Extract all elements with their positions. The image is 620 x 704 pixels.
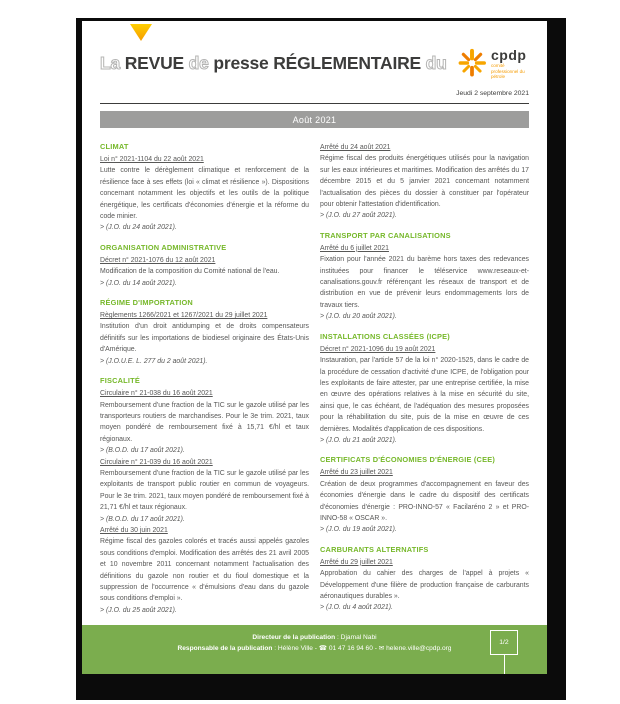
topic-section: [100, 376, 309, 616]
director-name: : Djamal Nabi: [335, 634, 377, 641]
topic-section: [320, 455, 529, 535]
entry-summary: Modification de la composition du Comité national de l'eau.: [100, 268, 280, 276]
entry-reference: Arrêté du 24 août 2021: [320, 144, 391, 151]
topic-section: [320, 142, 529, 222]
section-heading: FISCALITÉ: [100, 376, 140, 386]
entry-summary: Régime fiscal des produits énergétiques utilisés pour la navigation sur les eaux intérieures et maritimes. Modification des arrêtés du 17 décembre 2015 et du 5 janvier 2021 concernant notamment l'actualisation des pièces du dossier à constituer par l'opérateur pour obtenir l'attestation d'identification.: [320, 155, 529, 209]
section-heading: TRANSPORT PAR CANALISATIONS: [320, 230, 451, 240]
topic-section: [100, 298, 309, 367]
section-heading: INSTALLATIONS CLASSÉES (ICPE): [320, 331, 450, 341]
header-divider: [100, 103, 529, 104]
entry-reference: Décret n° 2021-1076 du 12 août 2021: [100, 256, 216, 264]
entry-reference: Arrêté du 29 juillet 2021: [320, 558, 393, 566]
section-heading: CLIMAT: [100, 142, 129, 151]
email-link[interactable]: helene.ville@cpdp.org: [384, 644, 452, 652]
brand-block: [456, 48, 529, 97]
entry-reference: Loi n° 2021-1104 du 22 août 2021: [100, 156, 204, 163]
entry-source: > (J.O. du 24 août 2021).: [100, 224, 177, 232]
regulation-entry: [320, 557, 529, 614]
entry-reference: Circulaire n° 21-038 du 16 août 2021: [100, 390, 213, 398]
regulation-entry: [100, 310, 309, 367]
title-word-du: du: [421, 53, 447, 73]
entry-summary: Fixation pour l'année 2021 du barème hors taxes des redevances instituées pour financer le téléservice www.reseaux-et-canalisations.gouv.fr référençant les réseaux de transport et de distribution en vue de prévenir leurs endommagements lors de travaux tiers.: [320, 256, 529, 309]
topic-section: [100, 142, 309, 234]
topic-section: [320, 231, 529, 323]
entry-summary: Remboursement d'une fraction de la TIC sur le gazole utilisé par les transporteurs routiers de marchandises. Pour le 3e trim. 2021, taux moyen pondéré de remboursement fixé à 15,71 €/hl et taux régionaux.: [100, 401, 309, 443]
page-indicator-line: [504, 655, 505, 674]
column-right: [320, 142, 529, 625]
entry-reference: Arrêté du 6 juillet 2021: [320, 244, 389, 252]
entry-summary: Remboursement d'une fraction de la TIC sur le gazole utilisé par les exploitants de transport public routier en commun de voyageurs. Pour le 3e trim. 2021, taux moyen pondéré de remboursement fixé à 21,71 €/hl et taux régionaux.: [100, 469, 309, 512]
entry-source: > (J.O. du 4 août 2021).: [320, 604, 393, 612]
regulation-entry: [100, 457, 309, 525]
entry-reference: Décret n° 2021-1096 du 19 août 2021: [320, 345, 436, 353]
regulation-entry: [320, 142, 529, 222]
entry-summary: Création de deux programmes d'accompagnement en faveur des économies d'énergie dans le cadre du dispositif des certificats d'économies d'énergie : PRO-INNO-57 « Facilaréno 2 » et PRO-INNO-58 « OSCAR ».: [320, 480, 529, 522]
entry-reference: Arrêté du 23 juillet 2021: [320, 469, 393, 477]
title-word-revue: REVUE: [124, 53, 184, 73]
column-left: [100, 142, 309, 625]
section-heading: CARBURANTS ALTERNATIFS: [320, 544, 429, 554]
entry-summary: Régime fiscal des gazoles colorés et tracés aussi appelés gazoles sous conditions d'emploi. Modification des arrêtés des 21 avril 2005 et 10 novembre 2011 concernant notamment l'actualisation des définitions du gazole non routier et du fioul domestique et la suppression de l'occurrence « d'émulsions d'eau dans du gazole sous conditions d'emploi ».: [100, 538, 309, 603]
phone-icon: ☎: [318, 644, 328, 652]
regulation-entry: [100, 255, 309, 289]
title-word-la: La: [100, 53, 125, 73]
entry-summary: Approbation du cahier des charges de l'appel à projets « Développement d'une filière de production française de carburants aéronautiques durables ».: [320, 570, 529, 600]
entry-reference: Arrêté du 30 juin 2021: [100, 526, 168, 534]
page-frame: [76, 18, 566, 700]
topic-section: [320, 545, 529, 614]
section-heading: ORGANISATION ADMINISTRATIVE: [100, 242, 227, 252]
page-indicator: 1/2: [490, 630, 518, 655]
footer-line-contact: [82, 644, 547, 655]
period-banner: Août 2021: [100, 111, 529, 128]
issue-date: Jeudi 2 septembre 2021: [456, 90, 529, 97]
regulation-entry: [100, 388, 309, 456]
newsletter-page: [82, 21, 547, 674]
regulation-entry: [320, 344, 529, 447]
entry-summary: Institution d'un droit antidumping et de droits compensateurs définitifs sur les importations de biodiesel originaire des États-Unis d'Amérique.: [100, 323, 309, 354]
regulation-entry: [100, 154, 309, 234]
section-heading: CERTIFICATS D'ÉCONOMIES D'ÉNERGIE (CEE): [320, 455, 496, 465]
entry-source: > (B.O.D. du 17 août 2021).: [100, 515, 185, 523]
regulation-entry: [100, 525, 309, 616]
newsletter-title: [100, 48, 447, 73]
cpdp-logo-wordmark: cpdp: [491, 47, 527, 63]
topic-section: [100, 243, 309, 289]
envelope-icon: ✉: [378, 644, 385, 652]
director-label: Directeur de la publication: [252, 634, 336, 641]
regulation-entry: [320, 467, 529, 535]
entry-source: > (J.O. du 20 août 2021).: [320, 313, 397, 321]
entry-source: > (J.O. du 25 août 2021).: [100, 606, 177, 614]
entry-source: > (J.O. du 27 août 2021).: [320, 212, 397, 220]
newsletter-header: [100, 21, 529, 97]
footer-text: [82, 633, 547, 654]
cpdp-starburst-icon: [457, 48, 487, 83]
entry-summary: Lutte contre le dérèglement climatique et renforcement de la résilience face à ses effets (loi « climat et résilience »). Dispositions concernant notamment les objectifs et les outils de la politique énergétique, les certificats d'économies d'énergie et la réforme du code minier.: [100, 167, 309, 221]
phone-number: 01 47 16 94 60 -: [327, 644, 379, 652]
entry-summary: Instauration, par l'article 57 de la loi n° 2020-1525, dans le cadre de la procédure de cessation d'activité d'une ICPE, de l'obligation pour les exploitants de faire attester, par une entreprise certifiée, la mise en œuvre des opérations relatives à la mise en sécurité du site, ainsi que, le cas échéant, de l'adéquation des mesures proposées pour la réhabilitation du site, puis de la mise en œuvre de ces dernières. Modalités d'application de ces dispositions.: [320, 357, 529, 433]
entry-source: > (J.O. du 21 août 2021).: [320, 436, 397, 444]
entry-source: > (J.O. du 14 août 2021).: [100, 279, 177, 287]
section-heading: RÉGIME D'IMPORTATION: [100, 298, 193, 308]
publication-footer: [82, 625, 547, 674]
entry-source: > (B.O.D. du 17 août 2021).: [100, 447, 185, 455]
entry-source: > (J.O. du 19 août 2021).: [320, 526, 397, 534]
title-word-presse: presse RÉGLEMENTAIRE: [213, 53, 422, 73]
responsable-name: : Hélène Ville -: [272, 644, 319, 652]
topic-section: [320, 332, 529, 447]
cpdp-logo-subtitle: comité professionnel du pétrole: [491, 63, 525, 80]
title-word-de: de: [183, 53, 214, 73]
responsable-label: Responsable de la publication: [177, 644, 273, 652]
footer-line-director: [82, 633, 547, 644]
content-columns: [100, 142, 529, 625]
entry-reference: Règlements 1266/2021 et 1267/2021 du 29 juillet 2021: [100, 312, 268, 320]
regulation-entry: [320, 243, 529, 323]
entry-source: > (J.O.U.E. L. 277 du 2 août 2021).: [100, 357, 208, 365]
entry-reference: Circulaire n° 21-039 du 16 août 2021: [100, 458, 213, 466]
